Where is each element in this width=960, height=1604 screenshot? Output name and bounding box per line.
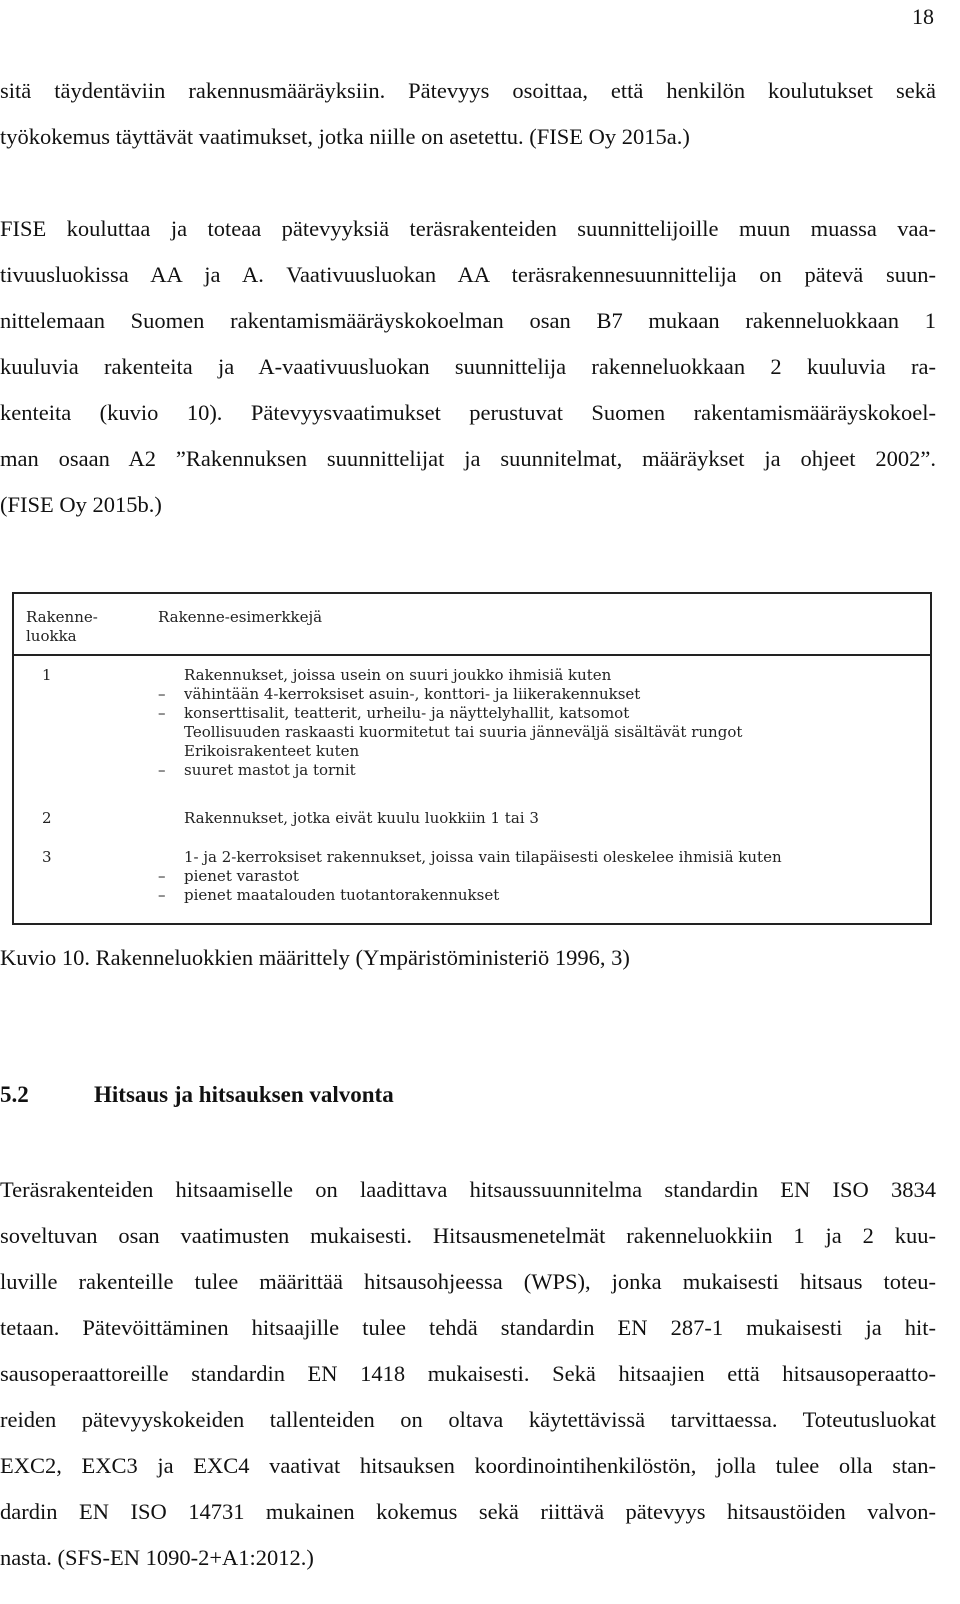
text-line: työkokemus täyttävät vaatimukset, jotka niille on asetettu. (FISE Oy 2015a.) [0, 124, 690, 149]
page-number: 18 [912, 4, 934, 29]
class-number: 3 [42, 848, 52, 866]
text-line: soveltuvan osan vaatimusten mukaisesti. Hitsausmenetelmät rakenneluokkiin 1 ja 2 kuu- [0, 1223, 936, 1248]
class-examples [158, 809, 918, 828]
class-examples [158, 666, 918, 780]
example-line: – pienet maatalouden tuotantorakennukset [158, 886, 500, 904]
text-line: tivuusluokissa AA ja A. Vaativuusluokan AA teräsrakennesuunnittelija on pätevä suun- [0, 262, 936, 287]
example-line: Rakennukset, jotka eivät kuulu luokkiin 1 tai 3 [184, 809, 539, 827]
text-line: sitä täydentäviin rakennusmääräyksiin. Pätevyys osoittaa, että henkilön koulutukset sekä [0, 78, 936, 103]
example-line: – konserttisalit, teatterit, urheilu- ja näyttelyhallit, katsomot [158, 704, 630, 722]
figure-header-divider [14, 654, 930, 656]
class-number: 1 [42, 666, 52, 684]
dash-marker: – [158, 867, 166, 885]
paragraph-welding [0, 1167, 936, 1581]
text-line: dardin EN ISO 14731 mukainen kokemus sekä riittävä pätevyys hitsaustöiden valvon- [0, 1499, 936, 1524]
text-line: sausoperaattoreille standardin EN 1418 mukaisesti. Sekä hitsaajien että hitsausoperaatto- [0, 1361, 936, 1386]
text-line: reiden pätevyyskokeiden tallenteiden on oltava käytettävissä tarvittaessa. Toteutusluokat [0, 1407, 936, 1432]
paragraph-fise [0, 206, 936, 528]
text-line: luville rakenteille tulee määrittää hitsausohjeessa (WPS), jonka mukaisesti hitsaus toteu- [0, 1269, 936, 1294]
paragraph-intro [0, 68, 936, 160]
example-line: – pienet varastot [158, 867, 299, 885]
text-line: man osaan A2 ”Rakennuksen suunnittelijat ja suunnitelmat, määräykset ja ohjeet 2002”. [0, 446, 936, 471]
text-line: Teräsrakenteiden hitsaamiselle on laadittava hitsaussuunnitelma standardin EN ISO 3834 [0, 1177, 936, 1202]
dash-marker: – [158, 685, 166, 703]
text-line: FISE kouluttaa ja toteaa pätevyyksiä teräsrakenteiden suunnittelijoille muun muassa vaa- [0, 216, 936, 241]
example-line: – suuret mastot ja tornit [158, 761, 356, 779]
text-line: kuuluvia rakenteita ja A-vaativuusluokan suunnittelija rakenneluokkaan 2 kuuluvia ra- [0, 354, 936, 379]
example-line: 1- ja 2-kerroksiset rakennukset, joissa vain tilapäisesti oleskelee ihmisiä kuten [184, 848, 782, 866]
text-line: (FISE Oy 2015b.) [0, 492, 162, 517]
section-number: 5.2 [0, 1082, 29, 1107]
class-number: 2 [42, 809, 52, 827]
example-line: Rakennukset, joissa usein on suuri joukko ihmisiä kuten [184, 666, 612, 684]
example-line: – vähintään 4-kerroksiset asuin-, konttori- ja liikerakennukset [158, 685, 641, 703]
figure-header-examples [158, 608, 322, 627]
text-line: nittelemaan Suomen rakentamismääräyskokoelman osan B7 mukaan rakenneluokkaan 1 [0, 308, 936, 333]
text-line: EXC2, EXC3 ja EXC4 vaativat hitsauksen koordinointihenkilöstön, jolla tulee olla stan- [0, 1453, 936, 1478]
dash-marker: – [158, 886, 166, 904]
class-examples [158, 848, 918, 905]
text-line: nasta. (SFS-EN 1090-2+A1:2012.) [0, 1545, 314, 1570]
figure-header-class [26, 608, 98, 646]
header-line: Rakenne- [26, 608, 98, 626]
dash-marker: – [158, 704, 166, 722]
dash-marker: – [158, 761, 166, 779]
example-line: Teollisuuden raskaasti kuormitetut tai suuria jänneväljä sisältävät rungot [184, 723, 743, 741]
text-line: kenteita (kuvio 10). Pätevyysvaatimukset perustuvat Suomen rakentamismääräyskokoel- [0, 400, 936, 425]
section-title: Hitsaus ja hitsauksen valvonta [94, 1082, 394, 1107]
header-line: Rakenne-esimerkkejä [158, 608, 323, 626]
text-line: tetaan. Pätevöittäminen hitsaajille tulee tehdä standardin EN 287-1 mukaisesti ja hit- [0, 1315, 936, 1340]
header-line: luokka [26, 627, 77, 645]
figure-structure-classes [12, 592, 932, 925]
figure-caption: Kuvio 10. Rakenneluokkien määrittely (Ympäristöministeriö 1996, 3) [0, 945, 630, 970]
example-line: Erikoisrakenteet kuten [184, 742, 360, 760]
